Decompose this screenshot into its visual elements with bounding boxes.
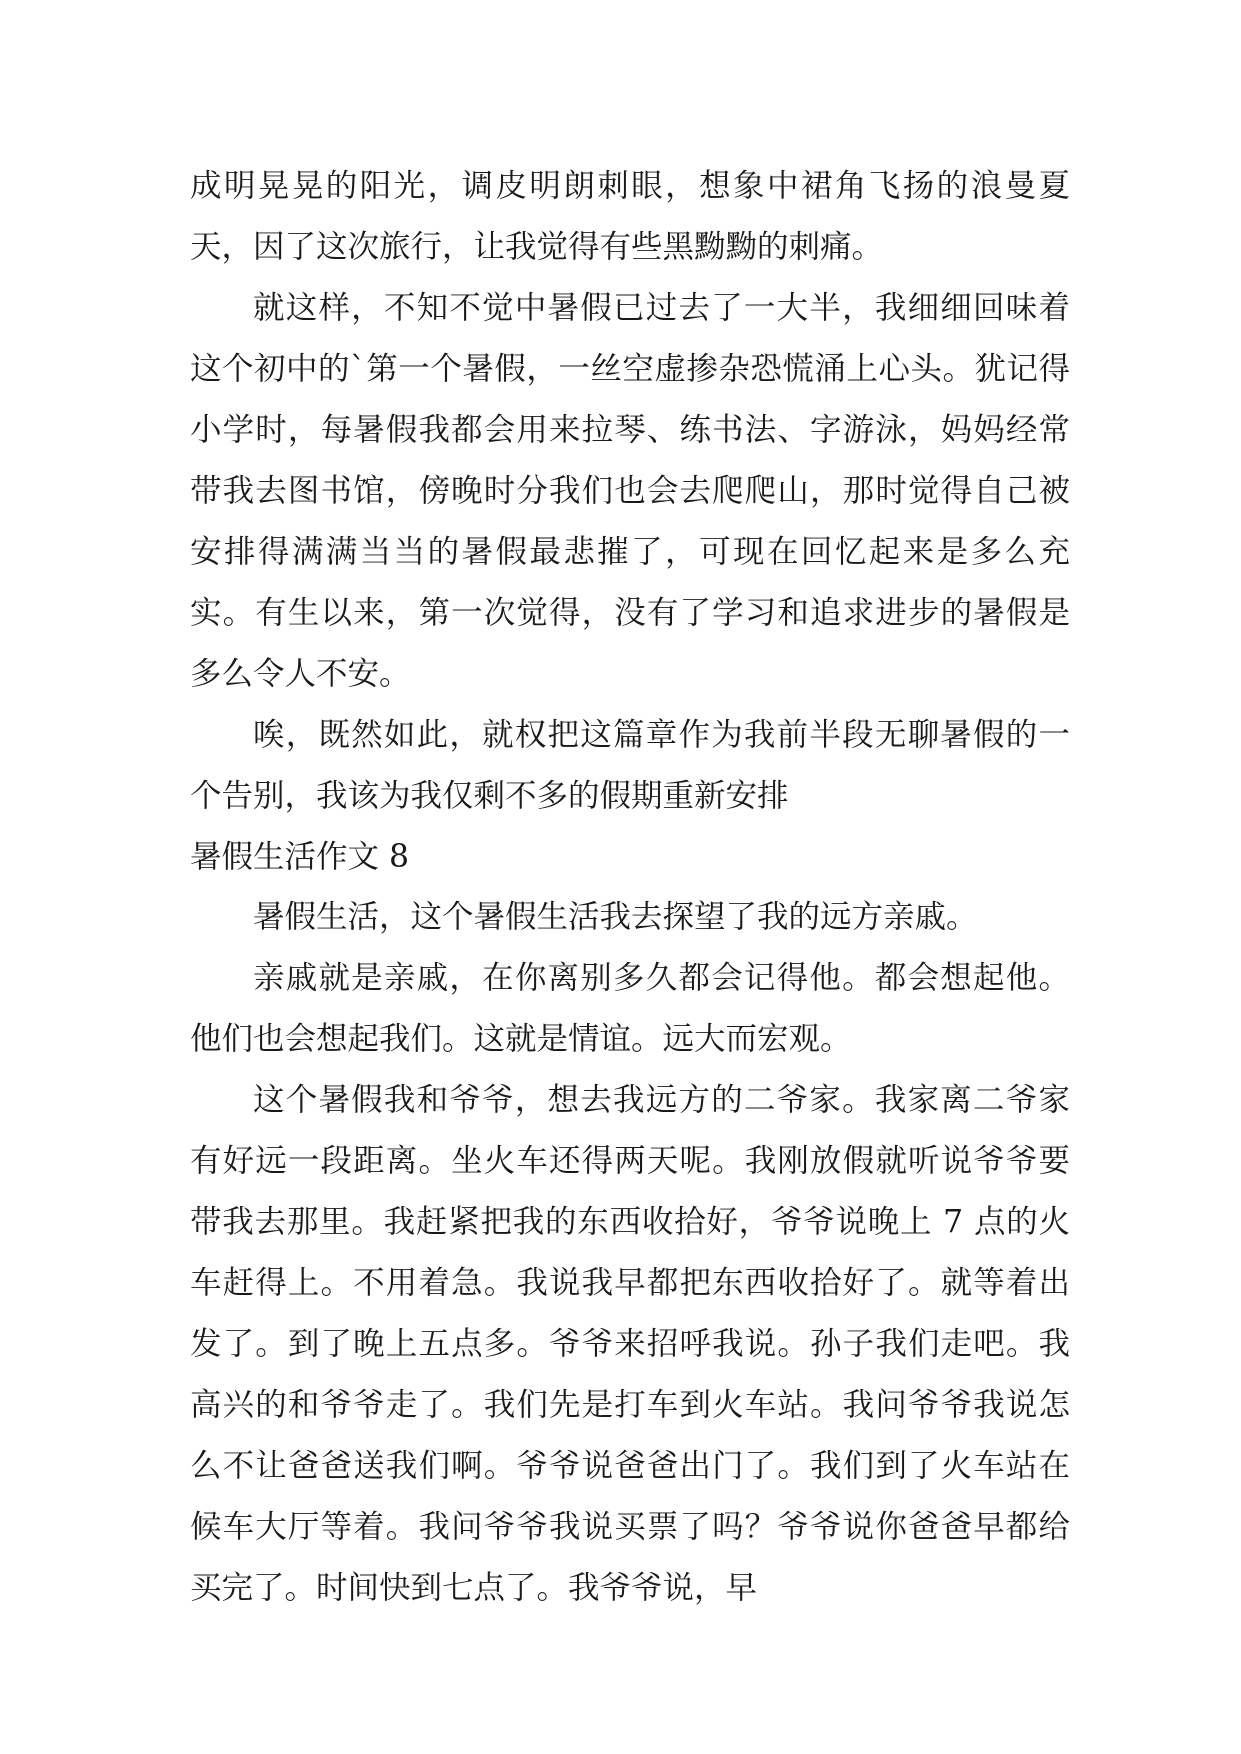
paragraph-2: 就这样，不知不觉中暑假已过去了一大半，我细细回味着这个初中的`第一个暑假，一丝空虚掺杂恐慌涌上心头。犹记得小学时，每暑假我都会用来拉琴、练书法、字游泳，妈妈经常带我去图书馆，傍晚时分我们也会去爬爬山，那时觉得自己被安排得满满当当的暑假最悲摧了，可现在回忆起来是多么充实。有生以来，第一次觉得，没有了学习和追求进步的暑假是多么令人不安。: [190, 290, 1070, 692]
paragraph-3: 唉，既然如此，就权把这篇章作为我前半段无聊暑假的一个告别，我该为我仅剩不多的假期重新安排: [190, 717, 1070, 814]
section-heading: 暑假生活作文 8: [190, 839, 410, 875]
paragraph-1: 成明晃晃的阳光，调皮明朗刺眼，想象中裙角飞扬的浪曼夏天，因了这次旅行，让我觉得有些黑黝黝的刺痛。: [190, 168, 1070, 265]
paragraph-5: 亲戚就是亲戚，在你离别多久都会记得他。都会想起他。他们也会想起我们。这就是情谊。远大而宏观。: [190, 960, 1070, 1057]
paragraph-4: 暑假生活，这个暑假生活我去探望了我的远方亲戚。: [253, 899, 978, 935]
document-body: [190, 156, 1070, 1619]
paragraph-6: 这个暑假我和爷爷，想去我远方的二爷家。我家离二爷家有好远一段距离。坐火车还得两天呢。我刚放假就听说爷爷要带我去那里。我赶紧把我的东西收拾好，爷爷说晚上 7 点的火车赶得上。不用着急。我说我早都把东西收拾好了。就等着出发了。到了晚上五点多。爷爷来招呼我说。孙子我们走吧。我高兴的和爷爷走了。我们先是打车到火车站。我问爷爷我说怎么不让爸爸送我们啊。爷爷说爸爸出门了。我们到了火车站在候车大厅等着。我问爷爷我说买票了吗？爷爷说你爸爸早都给买完了。时间快到七点了。我爷爷说，早: [190, 1082, 1070, 1606]
